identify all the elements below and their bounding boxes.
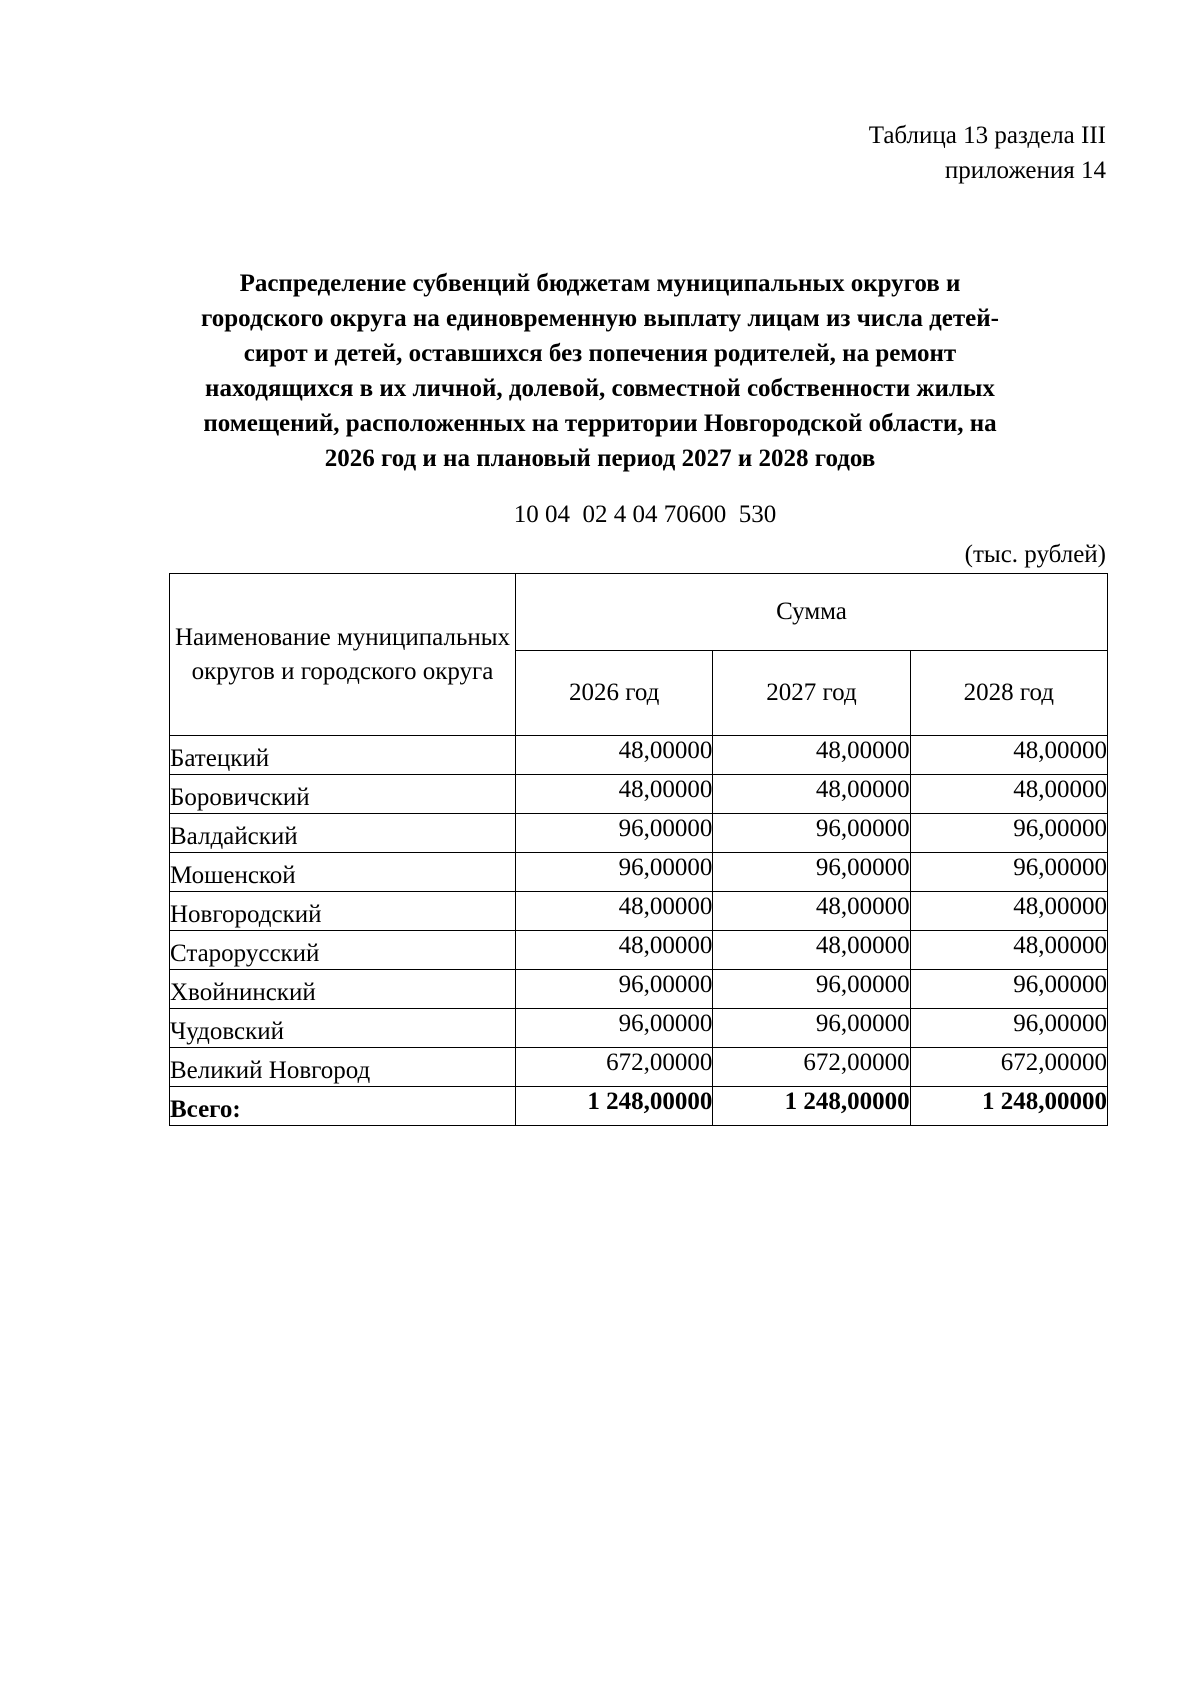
title-line: сирот и детей, оставшихся без попечения родителей, на ремонт — [243, 340, 957, 367]
amount-2026: 96,00000 — [516, 970, 713, 1009]
total-2026: 1 248,00000 — [516, 1087, 713, 1126]
district-name: Великий Новгород — [170, 1048, 516, 1087]
year-header-2028: 2028 год — [910, 651, 1107, 736]
amount-2026: 96,00000 — [516, 1009, 713, 1048]
amount-2028: 48,00000 — [910, 892, 1107, 931]
district-name: Чудовский — [170, 1009, 516, 1048]
amount-2027: 96,00000 — [713, 970, 910, 1009]
table-row — [170, 931, 1108, 970]
title-line: помещений, расположенных на территории Новгородской области, на — [203, 410, 997, 437]
amount-2027: 48,00000 — [713, 736, 910, 775]
total-row — [170, 1087, 1108, 1126]
total-label: Всего: — [170, 1087, 516, 1126]
title-line: Распределение субвенций бюджетам муниципальных округов и — [239, 270, 961, 297]
amount-2028: 96,00000 — [910, 970, 1107, 1009]
subvention-table — [169, 573, 1108, 1126]
document-title — [150, 266, 1050, 476]
table-row — [170, 814, 1108, 853]
table-row — [170, 1048, 1108, 1087]
amount-2026: 672,00000 — [516, 1048, 713, 1087]
table-row — [170, 736, 1108, 775]
amount-2027: 48,00000 — [713, 931, 910, 970]
table-row — [170, 892, 1108, 931]
amount-2027: 672,00000 — [713, 1048, 910, 1087]
table-row — [170, 853, 1108, 892]
table-header-row — [170, 574, 1108, 651]
table-row — [170, 775, 1108, 814]
amount-2026: 48,00000 — [516, 931, 713, 970]
amount-2028: 96,00000 — [910, 814, 1107, 853]
budget-classification-code: 10 04 02 4 04 70600 530 — [513, 501, 777, 528]
district-name: Новгородский — [170, 892, 516, 931]
appendix-reference-line2: приложения 14 — [944, 157, 1106, 184]
amount-2026: 96,00000 — [516, 853, 713, 892]
district-name: Валдайский — [170, 814, 516, 853]
district-name: Старорусский — [170, 931, 516, 970]
district-name: Мошенской — [170, 853, 516, 892]
amount-2027: 48,00000 — [713, 775, 910, 814]
amount-2026: 48,00000 — [516, 892, 713, 931]
appendix-reference-line1: Таблица 13 раздела III — [868, 122, 1106, 149]
amount-2027: 48,00000 — [713, 892, 910, 931]
table-row — [170, 970, 1108, 1009]
amount-2028: 48,00000 — [910, 775, 1107, 814]
total-2028: 1 248,00000 — [910, 1087, 1107, 1126]
amount-2028: 96,00000 — [910, 853, 1107, 892]
year-header-2026: 2026 год — [516, 651, 713, 736]
title-line: 2026 год и на плановый период 2027 и 2028 годов — [324, 445, 876, 472]
name-column-header: Наименование муниципальных округов и городского округа — [170, 574, 516, 736]
total-2027: 1 248,00000 — [713, 1087, 910, 1126]
amount-2027: 96,00000 — [713, 1009, 910, 1048]
district-name: Боровичский — [170, 775, 516, 814]
amount-2026: 96,00000 — [516, 814, 713, 853]
units-note: (тыс. рублей) — [964, 541, 1106, 568]
title-line: городского округа на единовременную выплату лицам из числа детей- — [201, 305, 999, 332]
appendix-reference — [869, 118, 1106, 188]
amount-2028: 48,00000 — [910, 931, 1107, 970]
amount-2026: 48,00000 — [516, 736, 713, 775]
amount-2028: 96,00000 — [910, 1009, 1107, 1048]
title-line: находящихся в их личной, долевой, совместной собственности жилых — [205, 375, 995, 402]
amount-2026: 48,00000 — [516, 775, 713, 814]
amount-2027: 96,00000 — [713, 814, 910, 853]
amount-2027: 96,00000 — [713, 853, 910, 892]
year-header-2027: 2027 год — [713, 651, 910, 736]
amount-2028: 48,00000 — [910, 736, 1107, 775]
district-name: Батецкий — [170, 736, 516, 775]
district-name: Хвойнинский — [170, 970, 516, 1009]
table-row — [170, 1009, 1108, 1048]
amount-2028: 672,00000 — [910, 1048, 1107, 1087]
sum-column-header: Сумма — [516, 574, 1108, 651]
